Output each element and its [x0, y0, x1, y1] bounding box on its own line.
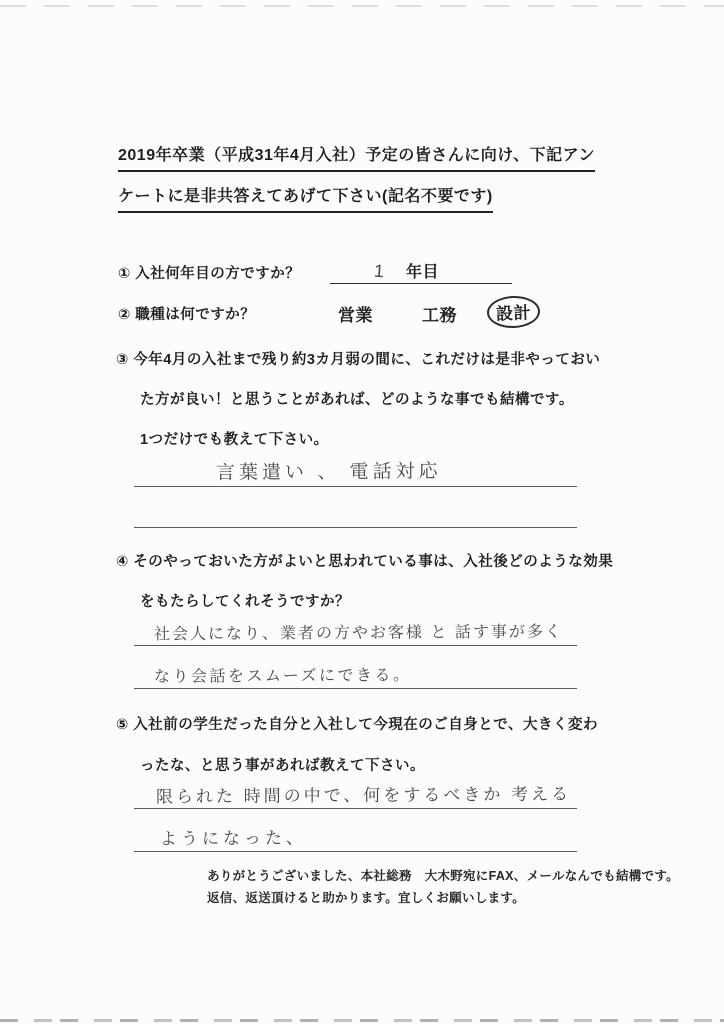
- question-3-line2: た方が良い！と思うことがあれば、どのような事でも結構です。: [140, 392, 574, 408]
- question-4-answer-line2: [134, 654, 577, 689]
- form-title-line1: 2019年卒業（平成31年4月入社）予定の皆さんに向け、下記アン: [118, 142, 595, 172]
- footer-note-line2: 返信、返送頂けると助かります。宜しくお願いします。: [207, 891, 526, 905]
- question-1-suffix: 年目: [406, 264, 440, 281]
- question-3-line1: ③ 今年4月の入社まで残り約3カ月弱の間に、これだけは是非やっておい: [116, 352, 601, 368]
- question-3-answer-line1: [134, 452, 577, 487]
- question-5-handwritten-answer2: ようになった、: [159, 828, 308, 849]
- question-4-handwritten-answer2: なり会話をスムーズにできる。: [153, 667, 412, 686]
- question-4-line2: をもたらしてくれそうですか？: [140, 594, 350, 610]
- question-5-handwritten-answer1: 限られた 時間の中で、何をするべきか 考える: [155, 784, 572, 807]
- footer-note-line1: ありがとうございました、本社総務 大木野宛にFAX、メールなんでも結構です。: [207, 869, 679, 883]
- question-1-answer-blank: [330, 255, 512, 284]
- question-4-handwritten-answer1: 社会人になり、業者の方やお客様 と 話す事が多く: [153, 623, 563, 644]
- question-3-line3: 1つだけでも教えて下さい。: [140, 432, 329, 448]
- scan-artifact-bottom: [0, 1019, 724, 1022]
- form-title-line2: ケートに是非共答えてあげて下さい(記名不要です): [118, 183, 493, 213]
- scan-artifact-top: [0, 5, 724, 7]
- question-5-line2: ったな、と思う事があれば教えて下さい。: [140, 758, 425, 774]
- question-2-option-sekkei: 設計: [495, 303, 532, 324]
- question-3-answer-line2: [134, 493, 577, 528]
- question-2-selected-option: [487, 296, 540, 328]
- question-2-option-eigyo: 営業: [338, 306, 373, 325]
- question-1-handwritten-answer: 1: [373, 260, 385, 282]
- question-5-line1: ⑤ 入社前の学生だった自分と入社して今現在のご自身とで、大きく変わ: [116, 717, 599, 733]
- question-4-line1: ④ そのやっておいた方がよいと思われている事は、入社後どのような効果: [116, 554, 614, 570]
- handdrawn-selection-circle: [486, 295, 540, 329]
- question-5-answer-line2: [134, 817, 577, 852]
- question-2-option-komu: 工務: [422, 306, 457, 325]
- question-4-answer-line1: [134, 611, 577, 646]
- question-3-handwritten-answer1: 言葉遣い 、 電話対応: [215, 461, 442, 484]
- question-5-answer-line1: [134, 774, 577, 809]
- question-2-label: ② 職種は何ですか？: [118, 307, 256, 323]
- question-1-label: ① 入社何年目の方ですか？: [118, 266, 301, 282]
